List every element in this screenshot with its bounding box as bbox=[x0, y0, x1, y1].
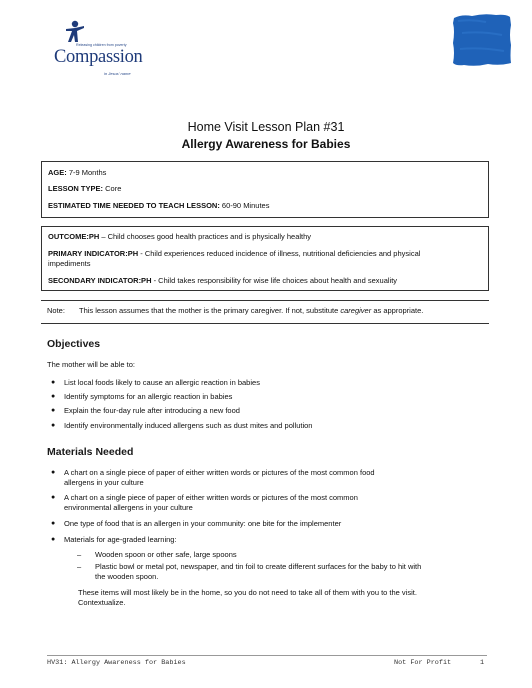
age-line bbox=[48, 168, 482, 178]
note-text: This lesson assumes that the mother is the primary caregiver. If not, substitute bbox=[79, 306, 341, 315]
material-item: ● Materials for age-graded learning: bbox=[51, 535, 177, 544]
age-label: AGE: bbox=[48, 168, 67, 177]
outcome-value: – Child chooses good health practices and is physically healthy bbox=[101, 232, 312, 241]
secondary-indicator-value: - Child takes responsibility for wise life choices about health and sexuality bbox=[153, 276, 398, 285]
caregiver-note bbox=[47, 306, 423, 315]
material-sub-item: – Plastic bowl or metal pot, newspaper, and tin foil to create different surfaces for the baby to hit with the wooden spoon. bbox=[77, 562, 422, 581]
dash-icon: – bbox=[77, 550, 82, 559]
secondary-indicator-line bbox=[48, 276, 482, 286]
note-text-end: as appropriate. bbox=[371, 306, 424, 315]
material-item: ● A chart on a single piece of paper of either written words or pictures of the most common environmental allergens in your culture bbox=[51, 493, 358, 512]
bullet-icon: ● bbox=[51, 422, 56, 429]
primary-indicator-continuation: impediments bbox=[48, 259, 91, 268]
material-sub-item: – Wooden spoon or other safe, large spoons bbox=[77, 550, 237, 559]
time-needed-label: ESTIMATED TIME NEEDED TO TEACH LESSON: bbox=[48, 201, 220, 210]
materials-note-paragraph: These items will most likely be in the home, so you do not need to take all of them with you to the visit. Contextualize. bbox=[78, 588, 417, 607]
objective-item: ● Explain the four-day rule after introducing a new food bbox=[51, 406, 240, 415]
materials-heading: Materials Needed bbox=[47, 446, 134, 458]
material-item: ● A chart on a single piece of paper of either written words or pictures of the most common food allergens in your culture bbox=[51, 468, 375, 487]
objective-item: ● Identify symptoms for an allergic reaction in babies bbox=[51, 392, 233, 401]
person-figure-icon bbox=[64, 20, 86, 44]
objective-item: ● Identify environmentally induced allergens such as dust mites and pollution bbox=[51, 421, 313, 430]
lesson-type-line bbox=[48, 184, 482, 194]
footer-rule bbox=[47, 655, 487, 656]
logo-subtitle: in Jesus' name bbox=[104, 71, 131, 76]
secondary-indicator-label: SECONDARY INDICATOR:PH bbox=[48, 276, 152, 285]
lesson-type-value: Core bbox=[105, 184, 122, 193]
time-needed-value: 60-90 Minutes bbox=[221, 201, 270, 210]
footer-not-for-profit: Not For Profit bbox=[394, 659, 452, 667]
primary-indicator-value: - Child experiences reduced incidence of illness, nutritional deficiencies and physical bbox=[140, 249, 421, 258]
footer-doc-title: HV31: Allergy Awareness for Babies bbox=[47, 659, 186, 667]
compassion-logo bbox=[52, 20, 162, 76]
bullet-icon: ● bbox=[51, 536, 56, 543]
note-bottom-rule bbox=[41, 323, 489, 324]
age-value: 7-9 Months bbox=[68, 168, 107, 177]
outcome-line bbox=[48, 232, 482, 242]
lesson-type-label: LESSON TYPE: bbox=[48, 184, 104, 193]
material-item: ● One type of food that is an allergen in your community: one bite for the implementer bbox=[51, 519, 342, 528]
bullet-icon: ● bbox=[51, 469, 56, 476]
objective-item: ● List local foods likely to cause an allergic reaction in babies bbox=[51, 378, 260, 387]
bullet-icon: ● bbox=[51, 494, 56, 501]
bullet-icon: ● bbox=[51, 379, 56, 386]
blue-paint-swatch bbox=[452, 13, 512, 67]
objectives-heading: Objectives bbox=[47, 338, 101, 350]
note-top-rule bbox=[41, 300, 489, 301]
primary-indicator-line bbox=[48, 249, 482, 259]
bullet-icon: ● bbox=[51, 407, 56, 414]
objectives-intro: The mother will be able to: bbox=[47, 360, 135, 369]
footer-page-number: 1 bbox=[480, 659, 485, 667]
lesson-plan-title: Home Visit Lesson Plan #31 bbox=[187, 120, 345, 134]
indicators-box bbox=[41, 226, 489, 291]
logo-wordmark: Compassion bbox=[54, 47, 143, 67]
bullet-icon: ● bbox=[51, 520, 56, 527]
logo-tagline: Releasing children from poverty bbox=[76, 43, 127, 47]
lesson-info-box bbox=[41, 161, 489, 218]
time-needed-line bbox=[48, 201, 482, 211]
outcome-label: OUTCOME:PH bbox=[48, 232, 100, 241]
lesson-subtitle: Allergy Awareness for Babies bbox=[181, 137, 351, 151]
primary-indicator-label: PRIMARY INDICATOR:PH bbox=[48, 249, 139, 258]
bullet-icon: ● bbox=[51, 393, 56, 400]
dash-icon: – bbox=[77, 562, 82, 571]
note-label: Note: bbox=[47, 306, 65, 315]
note-emphasis: caregiver bbox=[340, 306, 372, 315]
